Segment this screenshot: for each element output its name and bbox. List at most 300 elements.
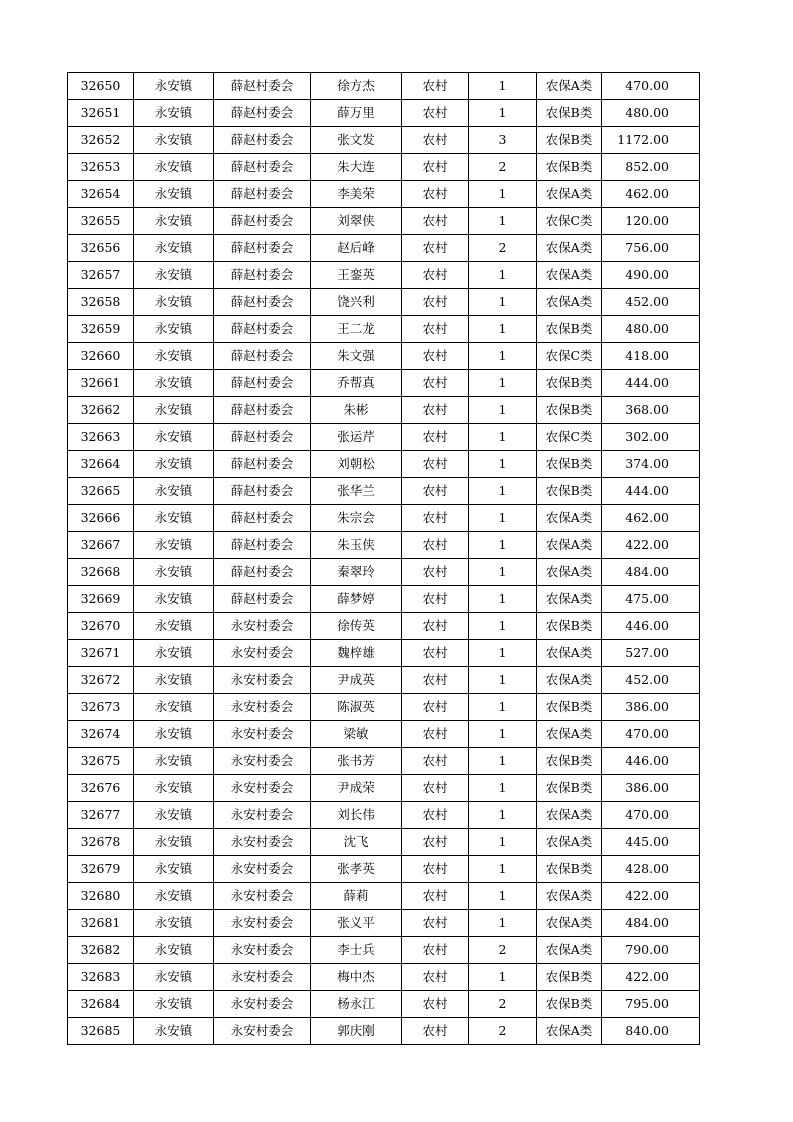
name-cell: 徐传英: [311, 613, 402, 640]
household-count-cell: 1: [469, 262, 537, 289]
area-type-cell: 农村: [402, 532, 469, 559]
area-type-cell: 农村: [402, 775, 469, 802]
name-cell: 沈飞: [311, 829, 402, 856]
town-cell: 永安镇: [134, 586, 214, 613]
insurance-class-cell: 农保A类: [537, 181, 602, 208]
amount-cell: 840.00: [602, 1018, 700, 1045]
village-committee-cell: 永安村委会: [214, 856, 311, 883]
town-cell: 永安镇: [134, 640, 214, 667]
insurance-class-cell: 农保B类: [537, 613, 602, 640]
household-count-cell: 1: [469, 721, 537, 748]
name-cell: 梁敏: [311, 721, 402, 748]
insurance-class-cell: 农保A类: [537, 505, 602, 532]
serial-number-cell: 32650: [68, 73, 134, 100]
household-count-cell: 1: [469, 397, 537, 424]
town-cell: 永安镇: [134, 721, 214, 748]
town-cell: 永安镇: [134, 748, 214, 775]
household-count-cell: 1: [469, 883, 537, 910]
amount-cell: 446.00: [602, 613, 700, 640]
town-cell: 永安镇: [134, 937, 214, 964]
name-cell: 薛万里: [311, 100, 402, 127]
amount-cell: 422.00: [602, 883, 700, 910]
serial-number-cell: 32654: [68, 181, 134, 208]
table-row: [68, 343, 700, 370]
name-cell: 尹成荣: [311, 775, 402, 802]
town-cell: 永安镇: [134, 505, 214, 532]
amount-cell: 470.00: [602, 721, 700, 748]
table-row: [68, 748, 700, 775]
area-type-cell: 农村: [402, 181, 469, 208]
amount-cell: 756.00: [602, 235, 700, 262]
amount-cell: 452.00: [602, 289, 700, 316]
amount-cell: 462.00: [602, 505, 700, 532]
village-committee-cell: 永安村委会: [214, 721, 311, 748]
table-row: [68, 694, 700, 721]
name-cell: 李美荣: [311, 181, 402, 208]
amount-cell: 422.00: [602, 964, 700, 991]
area-type-cell: 农村: [402, 370, 469, 397]
table-row: [68, 667, 700, 694]
household-count-cell: 1: [469, 613, 537, 640]
amount-cell: 452.00: [602, 667, 700, 694]
name-cell: 朱宗会: [311, 505, 402, 532]
amount-cell: 852.00: [602, 154, 700, 181]
amount-cell: 470.00: [602, 73, 700, 100]
insurance-class-cell: 农保B类: [537, 397, 602, 424]
household-count-cell: 1: [469, 478, 537, 505]
records-table: [67, 72, 700, 1045]
household-count-cell: 3: [469, 127, 537, 154]
serial-number-cell: 32682: [68, 937, 134, 964]
town-cell: 永安镇: [134, 289, 214, 316]
village-committee-cell: 永安村委会: [214, 694, 311, 721]
town-cell: 永安镇: [134, 181, 214, 208]
village-committee-cell: 薛赵村委会: [214, 370, 311, 397]
serial-number-cell: 32660: [68, 343, 134, 370]
village-committee-cell: 永安村委会: [214, 640, 311, 667]
household-count-cell: 1: [469, 505, 537, 532]
name-cell: 秦翠玲: [311, 559, 402, 586]
insurance-class-cell: 农保B类: [537, 775, 602, 802]
town-cell: 永安镇: [134, 559, 214, 586]
area-type-cell: 农村: [402, 505, 469, 532]
household-count-cell: 1: [469, 856, 537, 883]
serial-number-cell: 32653: [68, 154, 134, 181]
amount-cell: 484.00: [602, 910, 700, 937]
town-cell: 永安镇: [134, 451, 214, 478]
insurance-class-cell: 农保B类: [537, 370, 602, 397]
insurance-class-cell: 农保A类: [537, 73, 602, 100]
table-row: [68, 424, 700, 451]
name-cell: 薛莉: [311, 883, 402, 910]
area-type-cell: 农村: [402, 856, 469, 883]
town-cell: 永安镇: [134, 73, 214, 100]
name-cell: 薛梦婷: [311, 586, 402, 613]
village-committee-cell: 薛赵村委会: [214, 154, 311, 181]
table-row: [68, 802, 700, 829]
name-cell: 王二龙: [311, 316, 402, 343]
serial-number-cell: 32662: [68, 397, 134, 424]
village-committee-cell: 永安村委会: [214, 829, 311, 856]
name-cell: 王銮英: [311, 262, 402, 289]
village-committee-cell: 薛赵村委会: [214, 505, 311, 532]
household-count-cell: 1: [469, 829, 537, 856]
amount-cell: 490.00: [602, 262, 700, 289]
table-row: [68, 1018, 700, 1045]
insurance-class-cell: 农保A类: [537, 640, 602, 667]
name-cell: 朱玉侠: [311, 532, 402, 559]
village-committee-cell: 薛赵村委会: [214, 397, 311, 424]
household-count-cell: 1: [469, 316, 537, 343]
town-cell: 永安镇: [134, 208, 214, 235]
serial-number-cell: 32681: [68, 910, 134, 937]
town-cell: 永安镇: [134, 235, 214, 262]
serial-number-cell: 32668: [68, 559, 134, 586]
serial-number-cell: 32683: [68, 964, 134, 991]
insurance-class-cell: 农保A类: [537, 883, 602, 910]
household-count-cell: 1: [469, 370, 537, 397]
area-type-cell: 农村: [402, 343, 469, 370]
serial-number-cell: 32684: [68, 991, 134, 1018]
village-committee-cell: 永安村委会: [214, 910, 311, 937]
village-committee-cell: 薛赵村委会: [214, 208, 311, 235]
name-cell: 郭庆刚: [311, 1018, 402, 1045]
table-row: [68, 613, 700, 640]
serial-number-cell: 32663: [68, 424, 134, 451]
serial-number-cell: 32676: [68, 775, 134, 802]
town-cell: 永安镇: [134, 991, 214, 1018]
name-cell: 朱彬: [311, 397, 402, 424]
name-cell: 尹成英: [311, 667, 402, 694]
table-row: [68, 154, 700, 181]
insurance-class-cell: 农保B类: [537, 964, 602, 991]
area-type-cell: 农村: [402, 316, 469, 343]
amount-cell: 445.00: [602, 829, 700, 856]
table-row: [68, 73, 700, 100]
household-count-cell: 2: [469, 1018, 537, 1045]
amount-cell: 484.00: [602, 559, 700, 586]
insurance-class-cell: 农保B类: [537, 694, 602, 721]
name-cell: 刘长伟: [311, 802, 402, 829]
insurance-class-cell: 农保B类: [537, 451, 602, 478]
amount-cell: 444.00: [602, 478, 700, 505]
village-committee-cell: 永安村委会: [214, 802, 311, 829]
insurance-class-cell: 农保B类: [537, 127, 602, 154]
insurance-class-cell: 农保A类: [537, 289, 602, 316]
area-type-cell: 农村: [402, 937, 469, 964]
insurance-class-cell: 农保B类: [537, 748, 602, 775]
area-type-cell: 农村: [402, 73, 469, 100]
area-type-cell: 农村: [402, 991, 469, 1018]
village-committee-cell: 薛赵村委会: [214, 424, 311, 451]
village-committee-cell: 薛赵村委会: [214, 100, 311, 127]
serial-number-cell: 32658: [68, 289, 134, 316]
table-row: [68, 586, 700, 613]
area-type-cell: 农村: [402, 910, 469, 937]
name-cell: 朱大连: [311, 154, 402, 181]
area-type-cell: 农村: [402, 262, 469, 289]
household-count-cell: 2: [469, 991, 537, 1018]
area-type-cell: 农村: [402, 748, 469, 775]
serial-number-cell: 32657: [68, 262, 134, 289]
area-type-cell: 农村: [402, 451, 469, 478]
village-committee-cell: 薛赵村委会: [214, 235, 311, 262]
household-count-cell: 1: [469, 451, 537, 478]
town-cell: 永安镇: [134, 343, 214, 370]
area-type-cell: 农村: [402, 289, 469, 316]
town-cell: 永安镇: [134, 775, 214, 802]
insurance-class-cell: 农保C类: [537, 424, 602, 451]
household-count-cell: 1: [469, 289, 537, 316]
insurance-class-cell: 农保A类: [537, 910, 602, 937]
name-cell: 朱文强: [311, 343, 402, 370]
table-row: [68, 910, 700, 937]
village-committee-cell: 永安村委会: [214, 883, 311, 910]
town-cell: 永安镇: [134, 964, 214, 991]
household-count-cell: 1: [469, 559, 537, 586]
amount-cell: 374.00: [602, 451, 700, 478]
name-cell: 张华兰: [311, 478, 402, 505]
table-row: [68, 721, 700, 748]
amount-cell: 446.00: [602, 748, 700, 775]
village-committee-cell: 薛赵村委会: [214, 451, 311, 478]
table-row: [68, 829, 700, 856]
name-cell: 张文发: [311, 127, 402, 154]
insurance-class-cell: 农保B类: [537, 991, 602, 1018]
household-count-cell: 1: [469, 100, 537, 127]
area-type-cell: 农村: [402, 829, 469, 856]
table-row: [68, 505, 700, 532]
serial-number-cell: 32665: [68, 478, 134, 505]
amount-cell: 302.00: [602, 424, 700, 451]
serial-number-cell: 32670: [68, 613, 134, 640]
area-type-cell: 农村: [402, 208, 469, 235]
area-type-cell: 农村: [402, 964, 469, 991]
table-row: [68, 991, 700, 1018]
insurance-class-cell: 农保B类: [537, 154, 602, 181]
table-row: [68, 856, 700, 883]
insurance-class-cell: 农保A类: [537, 802, 602, 829]
table-row: [68, 127, 700, 154]
household-count-cell: 1: [469, 964, 537, 991]
serial-number-cell: 32675: [68, 748, 134, 775]
amount-cell: 480.00: [602, 316, 700, 343]
insurance-class-cell: 农保A类: [537, 829, 602, 856]
area-type-cell: 农村: [402, 559, 469, 586]
amount-cell: 462.00: [602, 181, 700, 208]
area-type-cell: 农村: [402, 721, 469, 748]
insurance-class-cell: 农保B类: [537, 100, 602, 127]
name-cell: 徐方杰: [311, 73, 402, 100]
household-count-cell: 2: [469, 235, 537, 262]
records-table-body: [68, 73, 700, 1045]
town-cell: 永安镇: [134, 910, 214, 937]
table-row: [68, 883, 700, 910]
serial-number-cell: 32672: [68, 667, 134, 694]
village-committee-cell: 薛赵村委会: [214, 559, 311, 586]
name-cell: 赵后峰: [311, 235, 402, 262]
amount-cell: 386.00: [602, 775, 700, 802]
insurance-class-cell: 农保B类: [537, 856, 602, 883]
amount-cell: 422.00: [602, 532, 700, 559]
serial-number-cell: 32651: [68, 100, 134, 127]
amount-cell: 475.00: [602, 586, 700, 613]
village-committee-cell: 永安村委会: [214, 964, 311, 991]
area-type-cell: 农村: [402, 1018, 469, 1045]
household-count-cell: 1: [469, 424, 537, 451]
village-committee-cell: 薛赵村委会: [214, 127, 311, 154]
town-cell: 永安镇: [134, 262, 214, 289]
amount-cell: 120.00: [602, 208, 700, 235]
town-cell: 永安镇: [134, 370, 214, 397]
village-committee-cell: 薛赵村委会: [214, 316, 311, 343]
area-type-cell: 农村: [402, 640, 469, 667]
town-cell: 永安镇: [134, 883, 214, 910]
town-cell: 永安镇: [134, 829, 214, 856]
serial-number-cell: 32671: [68, 640, 134, 667]
table-row: [68, 451, 700, 478]
name-cell: 李士兵: [311, 937, 402, 964]
town-cell: 永安镇: [134, 1018, 214, 1045]
household-count-cell: 2: [469, 154, 537, 181]
area-type-cell: 农村: [402, 235, 469, 262]
serial-number-cell: 32667: [68, 532, 134, 559]
area-type-cell: 农村: [402, 478, 469, 505]
village-committee-cell: 薛赵村委会: [214, 73, 311, 100]
household-count-cell: 1: [469, 748, 537, 775]
amount-cell: 470.00: [602, 802, 700, 829]
amount-cell: 790.00: [602, 937, 700, 964]
insurance-class-cell: 农保B类: [537, 478, 602, 505]
name-cell: 刘朝松: [311, 451, 402, 478]
insurance-class-cell: 农保A类: [537, 1018, 602, 1045]
household-count-cell: 1: [469, 208, 537, 235]
amount-cell: 418.00: [602, 343, 700, 370]
household-count-cell: 1: [469, 802, 537, 829]
village-committee-cell: 薛赵村委会: [214, 262, 311, 289]
name-cell: 梅中杰: [311, 964, 402, 991]
village-committee-cell: 薛赵村委会: [214, 532, 311, 559]
household-count-cell: 1: [469, 181, 537, 208]
table-row: [68, 640, 700, 667]
area-type-cell: 农村: [402, 694, 469, 721]
table-row: [68, 208, 700, 235]
table-row: [68, 235, 700, 262]
household-count-cell: 1: [469, 694, 537, 721]
serial-number-cell: 32666: [68, 505, 134, 532]
village-committee-cell: 薛赵村委会: [214, 343, 311, 370]
village-committee-cell: 薛赵村委会: [214, 289, 311, 316]
household-count-cell: 1: [469, 532, 537, 559]
table-row: [68, 100, 700, 127]
table-row: [68, 964, 700, 991]
town-cell: 永安镇: [134, 478, 214, 505]
area-type-cell: 农村: [402, 127, 469, 154]
household-count-cell: 1: [469, 910, 537, 937]
amount-cell: 428.00: [602, 856, 700, 883]
town-cell: 永安镇: [134, 802, 214, 829]
area-type-cell: 农村: [402, 100, 469, 127]
village-committee-cell: 薛赵村委会: [214, 181, 311, 208]
household-count-cell: 2: [469, 937, 537, 964]
village-committee-cell: 永安村委会: [214, 613, 311, 640]
insurance-class-cell: 农保B类: [537, 316, 602, 343]
serial-number-cell: 32659: [68, 316, 134, 343]
village-committee-cell: 永安村委会: [214, 667, 311, 694]
village-committee-cell: 永安村委会: [214, 937, 311, 964]
table-row: [68, 370, 700, 397]
table-row: [68, 775, 700, 802]
amount-cell: 1172.00: [602, 127, 700, 154]
serial-number-cell: 32680: [68, 883, 134, 910]
table-row: [68, 262, 700, 289]
serial-number-cell: 32674: [68, 721, 134, 748]
serial-number-cell: 32652: [68, 127, 134, 154]
town-cell: 永安镇: [134, 154, 214, 181]
insurance-class-cell: 农保A类: [537, 235, 602, 262]
household-count-cell: 1: [469, 667, 537, 694]
serial-number-cell: 32655: [68, 208, 134, 235]
town-cell: 永安镇: [134, 694, 214, 721]
household-count-cell: 1: [469, 640, 537, 667]
serial-number-cell: 32673: [68, 694, 134, 721]
insurance-class-cell: 农保A类: [537, 559, 602, 586]
area-type-cell: 农村: [402, 397, 469, 424]
insurance-class-cell: 农保A类: [537, 586, 602, 613]
household-count-cell: 1: [469, 73, 537, 100]
name-cell: 刘翠侠: [311, 208, 402, 235]
area-type-cell: 农村: [402, 802, 469, 829]
household-count-cell: 1: [469, 343, 537, 370]
area-type-cell: 农村: [402, 154, 469, 181]
insurance-class-cell: 农保A类: [537, 937, 602, 964]
insurance-class-cell: 农保A类: [537, 262, 602, 289]
area-type-cell: 农村: [402, 883, 469, 910]
household-count-cell: 1: [469, 775, 537, 802]
name-cell: 陈淑英: [311, 694, 402, 721]
serial-number-cell: 32661: [68, 370, 134, 397]
amount-cell: 527.00: [602, 640, 700, 667]
name-cell: 饶兴利: [311, 289, 402, 316]
area-type-cell: 农村: [402, 613, 469, 640]
insurance-class-cell: 农保A类: [537, 721, 602, 748]
insurance-class-cell: 农保C类: [537, 208, 602, 235]
name-cell: 杨永江: [311, 991, 402, 1018]
table-row: [68, 397, 700, 424]
table-row: [68, 181, 700, 208]
name-cell: 魏梓雄: [311, 640, 402, 667]
town-cell: 永安镇: [134, 856, 214, 883]
name-cell: 乔帮真: [311, 370, 402, 397]
town-cell: 永安镇: [134, 424, 214, 451]
serial-number-cell: 32656: [68, 235, 134, 262]
village-committee-cell: 永安村委会: [214, 775, 311, 802]
table-row: [68, 937, 700, 964]
town-cell: 永安镇: [134, 532, 214, 559]
insurance-class-cell: 农保A类: [537, 532, 602, 559]
amount-cell: 795.00: [602, 991, 700, 1018]
serial-number-cell: 32685: [68, 1018, 134, 1045]
household-count-cell: 1: [469, 586, 537, 613]
village-committee-cell: 永安村委会: [214, 1018, 311, 1045]
town-cell: 永安镇: [134, 613, 214, 640]
area-type-cell: 农村: [402, 424, 469, 451]
amount-cell: 480.00: [602, 100, 700, 127]
name-cell: 张义平: [311, 910, 402, 937]
area-type-cell: 农村: [402, 586, 469, 613]
table-row: [68, 316, 700, 343]
name-cell: 张孝英: [311, 856, 402, 883]
